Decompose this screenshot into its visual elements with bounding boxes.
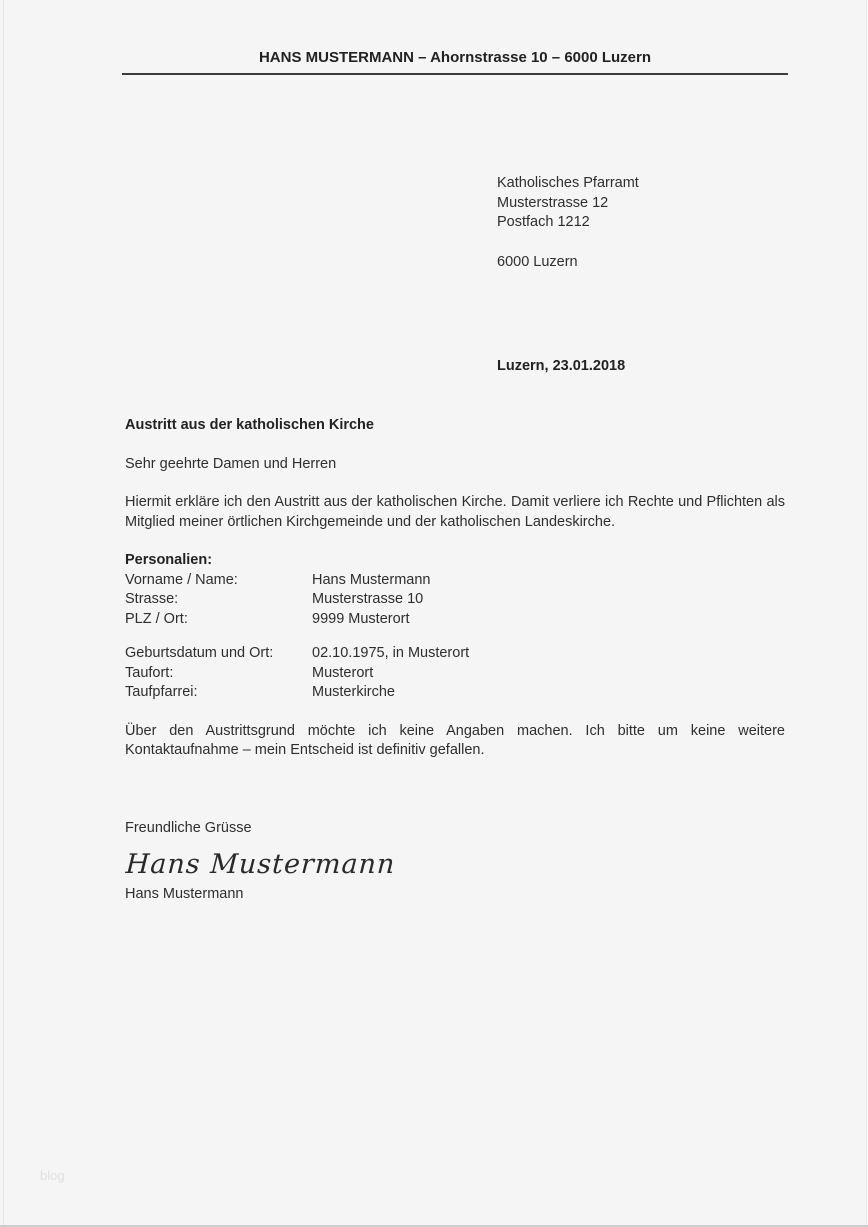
typed-sender-name: Hans Mustermann [125,886,244,902]
handwritten-signature: Hans Mustermann [125,849,397,880]
row-value-taufpfarrei: Musterkirche [312,684,395,700]
personal-data-row [125,590,785,610]
row-label-street: Strasse: [125,591,179,607]
date-line: Luzern, 23.01.2018 [497,358,626,374]
personal-data-row [125,683,785,703]
row-value-birthdate: 02.10.1975, in Musterort [312,645,470,661]
closing-greeting: Freundliche Grüsse [125,819,252,836]
recipient-city: 6000 Luzern [497,253,578,270]
sender-header-line: HANS MUSTERMANN – Ahornstrasse 10 – 6000 Luzern [122,48,788,75]
row-value-name: Hans Mustermann [312,571,431,588]
row-value-taufort: Musterort [312,664,374,681]
subject-line: Austritt aus der katholischen Kirche [125,417,374,433]
blog-watermark: blog [40,1168,65,1183]
recipient-street: Musterstrasse 12 [497,194,609,211]
row-label-plz-ort: PLZ / Ort: [125,610,188,627]
personal-data-row [125,644,785,664]
personal-data-section [125,551,785,703]
letter-body [125,416,785,905]
personal-data-row [125,610,785,630]
personal-data-row [125,571,785,591]
row-label-taufpfarrei: Taufpfarrei: [125,684,198,700]
row-label-birthdate: Geburtsdatum und Ort: [125,645,274,661]
salutation: Sehr geehrte Damen und Herren [125,455,337,472]
page-edge-left [3,0,4,1227]
row-label-name: Vorname / Name: [125,571,238,588]
paragraph-declaration: Hiermit erkläre ich den Austritt aus der katholischen Kirche. Damit verliere ich Rechte und Pflichten als Mitglied meiner örtlichen Kirchgemeinde und der katholischen Landeskirche. [125,494,785,530]
personal-data-heading: Personalien: [125,552,213,568]
row-value-street: Musterstrasse 10 [312,591,424,607]
personal-data-row [125,664,785,684]
page-edge-right [866,0,867,1227]
recipient-address-block [497,174,639,272]
recipient-pobox: Postfach 1212 [497,214,590,230]
recipient-name: Katholisches Pfarramt [497,175,639,191]
row-label-taufort: Taufort: [125,664,174,681]
paragraph-no-reason: Über den Austrittsgrund möchte ich keine Angaben machen. Ich bitte um keine weitere Kontaktaufnahme – mein Entscheid ist definitiv gefallen. [125,722,785,758]
row-value-plz-ort: 9999 Musterort [312,610,410,627]
